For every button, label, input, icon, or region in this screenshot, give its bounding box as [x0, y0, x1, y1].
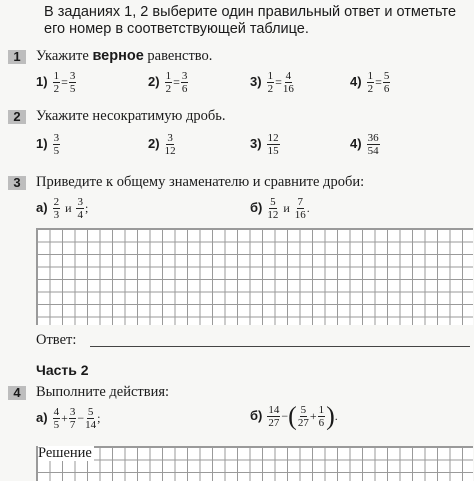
solution-label: Решение: [38, 445, 92, 461]
task-4-part-a: а) $\frac{4}{5}$ + $\frac{3}{7}$ − $\frac{5}{14}$ ;: [36, 406, 101, 431]
task-3-part-b: б) $\frac{5}{12}$ и $\frac{7}{16}$ .: [250, 196, 310, 221]
task-1-option-3[interactable]: 3) $\frac{1}{2}$ = $\frac{4}{16}$: [250, 70, 294, 95]
task-2-option-4[interactable]: 4) $\frac{36}{54}$: [350, 132, 379, 157]
task-2-option-3[interactable]: 3) $\frac{12}{15}$: [250, 132, 279, 157]
task-2-number: 2: [8, 110, 26, 124]
answer-line[interactable]: [90, 346, 470, 347]
task-2-option-1[interactable]: 1) $\frac{3}{5}$: [36, 132, 60, 157]
task-3-work-grid[interactable]: [36, 228, 473, 325]
task-1-option-1[interactable]: 1) $\frac{1}{2}$ = $\frac{3}{5}$: [36, 70, 76, 95]
task-4-work-grid[interactable]: [36, 446, 473, 481]
instructions-text: В заданиях 1, 2 выберите один правильный ответ и отметьте его номер в соответствующей таблице.: [44, 4, 457, 37]
task-4-part-b: б) $\frac{14}{27}$ −( $\frac{5}{27}$ + $\frac{1}{6}$ ).: [250, 401, 338, 431]
task-3-number: 3: [8, 176, 26, 190]
answer-label: Ответ:: [36, 332, 77, 348]
task-1-text: Укажите верное равенство.: [36, 48, 213, 64]
task-2-text: Укажите несократимую дробь.: [36, 108, 226, 124]
task-1-option-2[interactable]: 2) $\frac{1}{2}$ = $\frac{3}{6}$: [148, 70, 188, 95]
task-3-text: Приведите к общему знаменателю и сравните дроби:: [36, 174, 365, 190]
part-2-heading: Часть 2: [36, 362, 89, 378]
task-4-number: 4: [8, 386, 26, 400]
task-1-option-4[interactable]: 4) $\frac{1}{2}$ = $\frac{5}{6}$: [350, 70, 390, 95]
task-2-option-2[interactable]: 2) $\frac{3}{12}$: [148, 132, 176, 157]
task-1-number: 1: [8, 50, 26, 64]
task-3-part-a: а) $\frac{2}{3}$ и $\frac{3}{4}$ ;: [36, 196, 89, 221]
task-4-text: Выполните действия:: [36, 384, 170, 400]
